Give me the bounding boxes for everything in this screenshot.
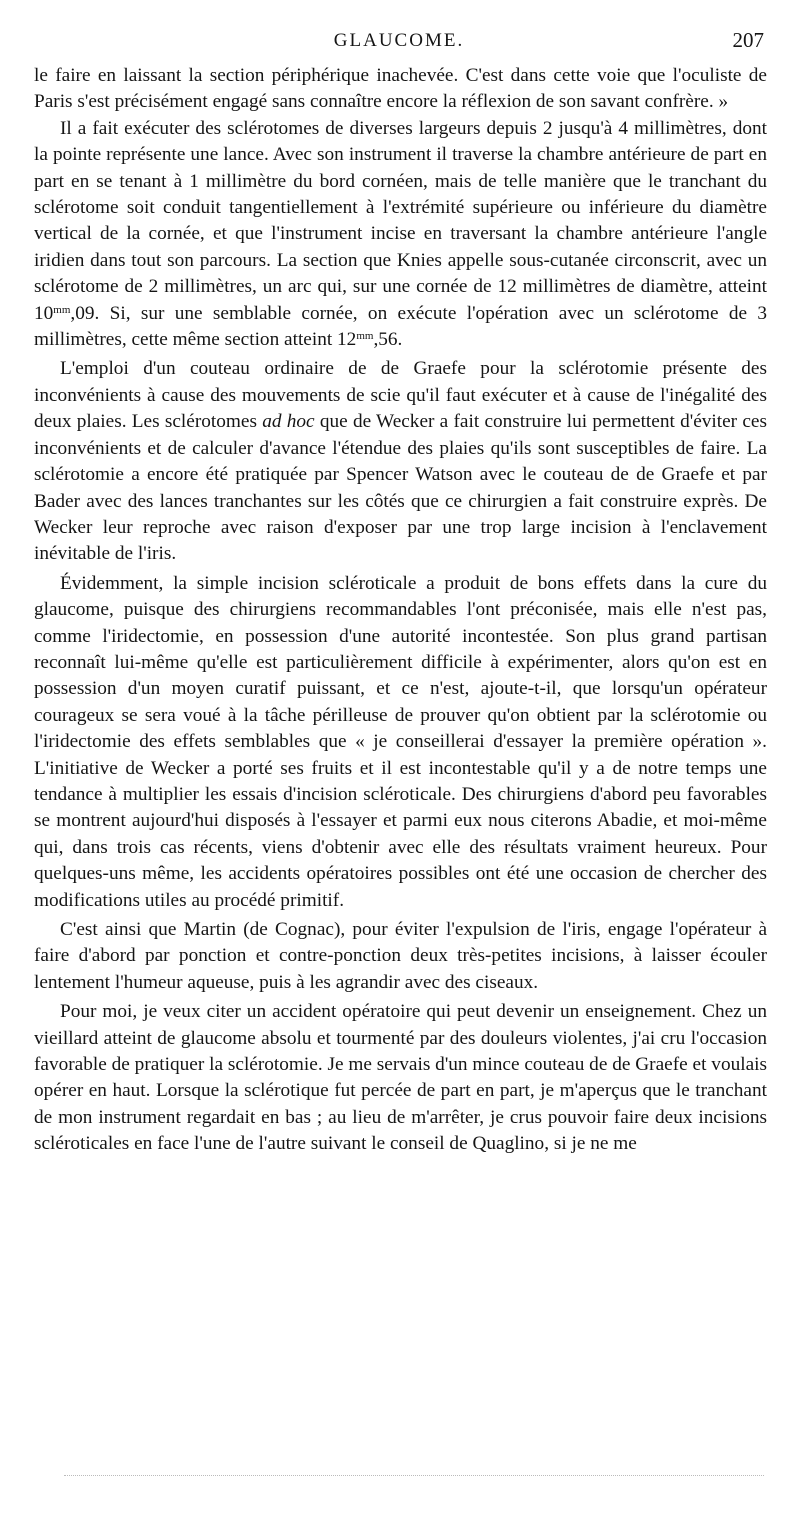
bottom-dotted-rule bbox=[64, 1475, 764, 1476]
page-header bbox=[34, 30, 764, 58]
text-run: C'est ainsi que Martin (de Cognac), pour éviter l'expulsion de l'iris, engage l'opérateur à faire d'abord par ponction et contre-ponction deux très-petites incisions, à laisser écouler lentement l'humeur aqueuse, puis à les agrandir avec des ciseaux. bbox=[34, 919, 767, 993]
text-run: que de Wecker a fait construire lui permettent d'éviter ces inconvénients et de calculer d'avance l'étendue des plaies qu'ils sont susceptibles de faire. La sclérotomie a encore été pratiquée par Spencer Watson avec le couteau de de Graefe et par Bader avec des lances tranchantes sur les côtés que ce chirurgien a fait construire exprès. De Wecker leur reproche avec raison d'exposer par une trop large incision à l'enclavement inévitable de l'iris. bbox=[34, 411, 767, 565]
superscript: mm bbox=[53, 303, 71, 316]
paragraph bbox=[34, 999, 767, 1157]
paragraph bbox=[34, 63, 767, 116]
body-text bbox=[34, 63, 767, 1161]
text-run: Pour moi, je veux citer un accident opératoire qui peut devenir un enseignement. Chez un vieillard atteint de glaucome absolu et tourmenté par des douleurs violentes, j'ai cru l'occasion favorable de pratiquer la sclérotomie. Je me servais d'un mince couteau de de Graefe et voulais opérer en haut. Lorsque la sclérotique fut percée de part en part, je m'aperçus que le tranchant de mon instrument regardait en bas ; au lieu de m'arrêter, je crus pouvoir faire deux incisions scléroticales en face l'une de l'autre suivant le conseil de Quaglino, si je ne me bbox=[34, 1001, 767, 1155]
running-title: GLAUCOME. bbox=[333, 30, 465, 51]
paragraph bbox=[34, 356, 767, 567]
paragraph bbox=[34, 917, 767, 996]
paragraph bbox=[34, 571, 767, 914]
text-run: Il a fait exécuter des sclérotomes de diverses largeurs depuis 2 jusqu'à 4 millimètres, dont la pointe représente une lance. Avec son instrument il traverse la chambre antérieure de part en part en se tenant à 1 millimètre du bord cornéen, mais de telle manière que le tranchant du sclérotome soit conduit tangentiellement à l'extrémité supérieure ou inférieure du diamètre vertical de la cornée, et que l'instrument incise en traversant la chambre antérieure l'angle iridien dans tout son parcours. La section que Knies appelle sous-cutanée circonscrit, avec un sclérotome de 2 millimètres, un arc qui, sur une cornée de 12 millimètres de diamètre, atteint 10 bbox=[34, 117, 767, 324]
text-run: ,56. bbox=[373, 329, 403, 351]
page-number: 207 bbox=[732, 28, 764, 52]
text-run: Évidemment, la simple incision scléroticale a produit de bons effets dans la cure du glaucome, puisque des chirurgiens recommandables l'ont préconisée, mais elle n'est pas, comme l'iridectomie, en possession d'une autorité incontestée. Son plus grand partisan reconnaît lui-même qu'elle est particulièrement difficile à expérimenter, alors qu'on est en possession d'un moyen curatif puissant, et ce n'est, ajoute-t-il, que lorsqu'un opérateur courageux se sera voué à la tâche périlleuse de prouver qu'on obtient par la sclérotomie ou l'iridectomie des effets semblables que « je conseillerai d'essayer la première opération ». L'initiative de Wecker a porté ses fruits et il est incontestable qu'il y a de notre temps une tendance à multiplier les essais d'incision scléroticale. Des chirurgiens d'abord peu favorables se montrent aujourd'hui disposés à l'essayer et parmi eux nous citerons Abadie, et moi-même qui, dans trois cas récents, viens d'obtenir avec elle des résultats vraiment heureux. Pour quelques-uns même, les accidents opératoires possibles ont été une occasion de chercher des modifications utiles au procédé primitif. bbox=[34, 572, 767, 911]
superscript: mm bbox=[356, 330, 374, 343]
paragraph bbox=[34, 116, 767, 354]
text-run: L'emploi d'un couteau ordinaire de de Graefe pour la sclérotomie présente des inconvénients à cause des mouvements de scie qu'il faut exécuter et à cause de l'inégalité des deux plaies. Les sclérotomes bbox=[34, 358, 767, 433]
text-run: ,09. Si, sur une semblable cornée, on exécute l'opération avec un sclérotome de 3 millimètres, cette même section atteint 12 bbox=[34, 302, 767, 351]
italic-text: ad hoc bbox=[262, 411, 315, 433]
text-run: le faire en laissant la section périphérique inachevée. C'est dans cette voie que l'oculiste de Paris s'est précisément engagé sans connaître encore la réflexion de son savant confrère. » bbox=[34, 65, 767, 113]
